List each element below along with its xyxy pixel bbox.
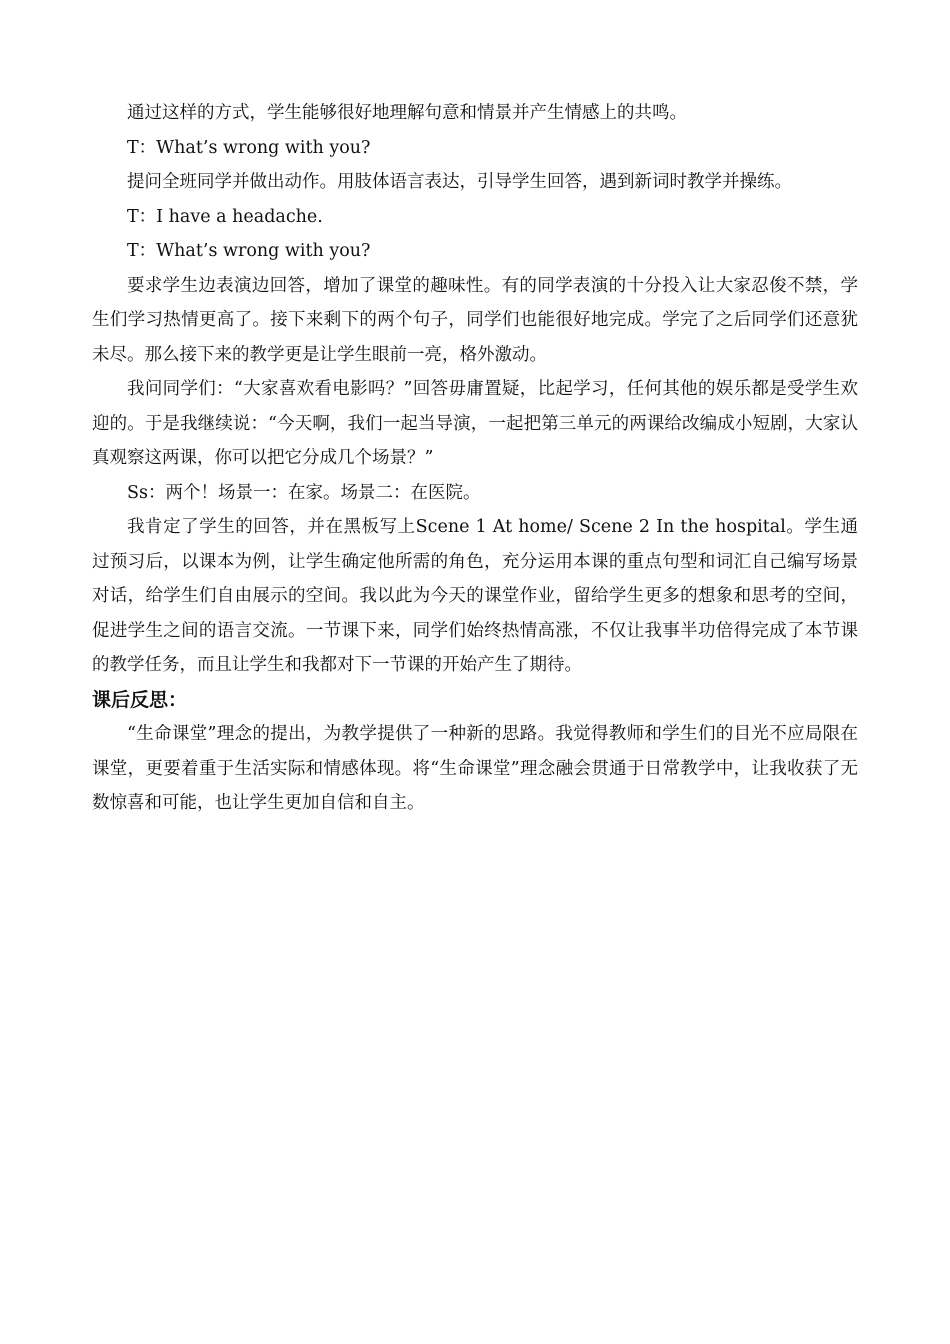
dialogue-students-answer: Ss：两个！场景一：在家。场景二：在医院。 bbox=[127, 482, 481, 503]
dialogue-teacher-question-repeat: T：What’s wrong with you? bbox=[127, 241, 371, 261]
reflection-heading: 课后反思： bbox=[92, 688, 188, 711]
paragraph-acting: 要求学生边表演边回答，增加了课堂的趣味性。有的同学表演的十分投入让大家忍俊不禁，学生们学习热情更高了。接下来剩下的两个句子，同学们也能很好地完成。学完了之后同学们还意犹未尽。那么接下来的教学更是让学生眼前一亮，格外激动。 bbox=[92, 275, 858, 365]
paragraph-resonance: 通过这样的方式，学生能够很好地理解句意和情景并产生情感上的共鸣。 bbox=[127, 103, 687, 123]
paragraph-body-language: 提问全班同学并做出动作。用肢体语言表达，引导学生回答，遇到新词时教学并操练。 bbox=[127, 172, 792, 192]
reflection-paragraph: “生命课堂”理念的提出，为教学提供了一种新的思路。我觉得教师和学生们的目光不应局限在课堂，更要着重于生活实际和情感体现。将“生命课堂”理念融会贯通于日常教学中，让我收获了无数惊喜和可能，也让学生更加自信和自主。 bbox=[92, 724, 858, 813]
paragraph-movie-question: 我问同学们：“大家喜欢看电影吗？”回答毋庸置疑，比起学习，任何其他的娱乐都是受学生欢迎的。于是我继续说：“今天啊，我们一起当导演，一起把第三单元的两课给改编成小短剧，大家认真观察这两课，你可以把它分成几个场景？” bbox=[92, 379, 858, 468]
paragraph-scene-assignment: 我肯定了学生的回答，并在黑板写上Scene 1 At home/ Scene 2 In the hospital。学生通过预习后，以课本为例，让学生确定他所需的角色，充分运用本课的重点句型和词汇自己编写场景对话，给学生们自由展示的空间。我以此为今天的课堂作业，留给学生更多的想象和思考的空间，促进学生之间的语言交流。一节课下来，同学们始终热情高涨，不仅让我事半功倍得完成了本节课的教学任务，而且让学生和我都对下一节课的开始产生了期待。 bbox=[92, 517, 858, 675]
dialogue-teacher-headache: T：I have a headache. bbox=[127, 206, 323, 227]
dialogue-teacher-question: T：What’s wrong with you? bbox=[127, 137, 371, 158]
